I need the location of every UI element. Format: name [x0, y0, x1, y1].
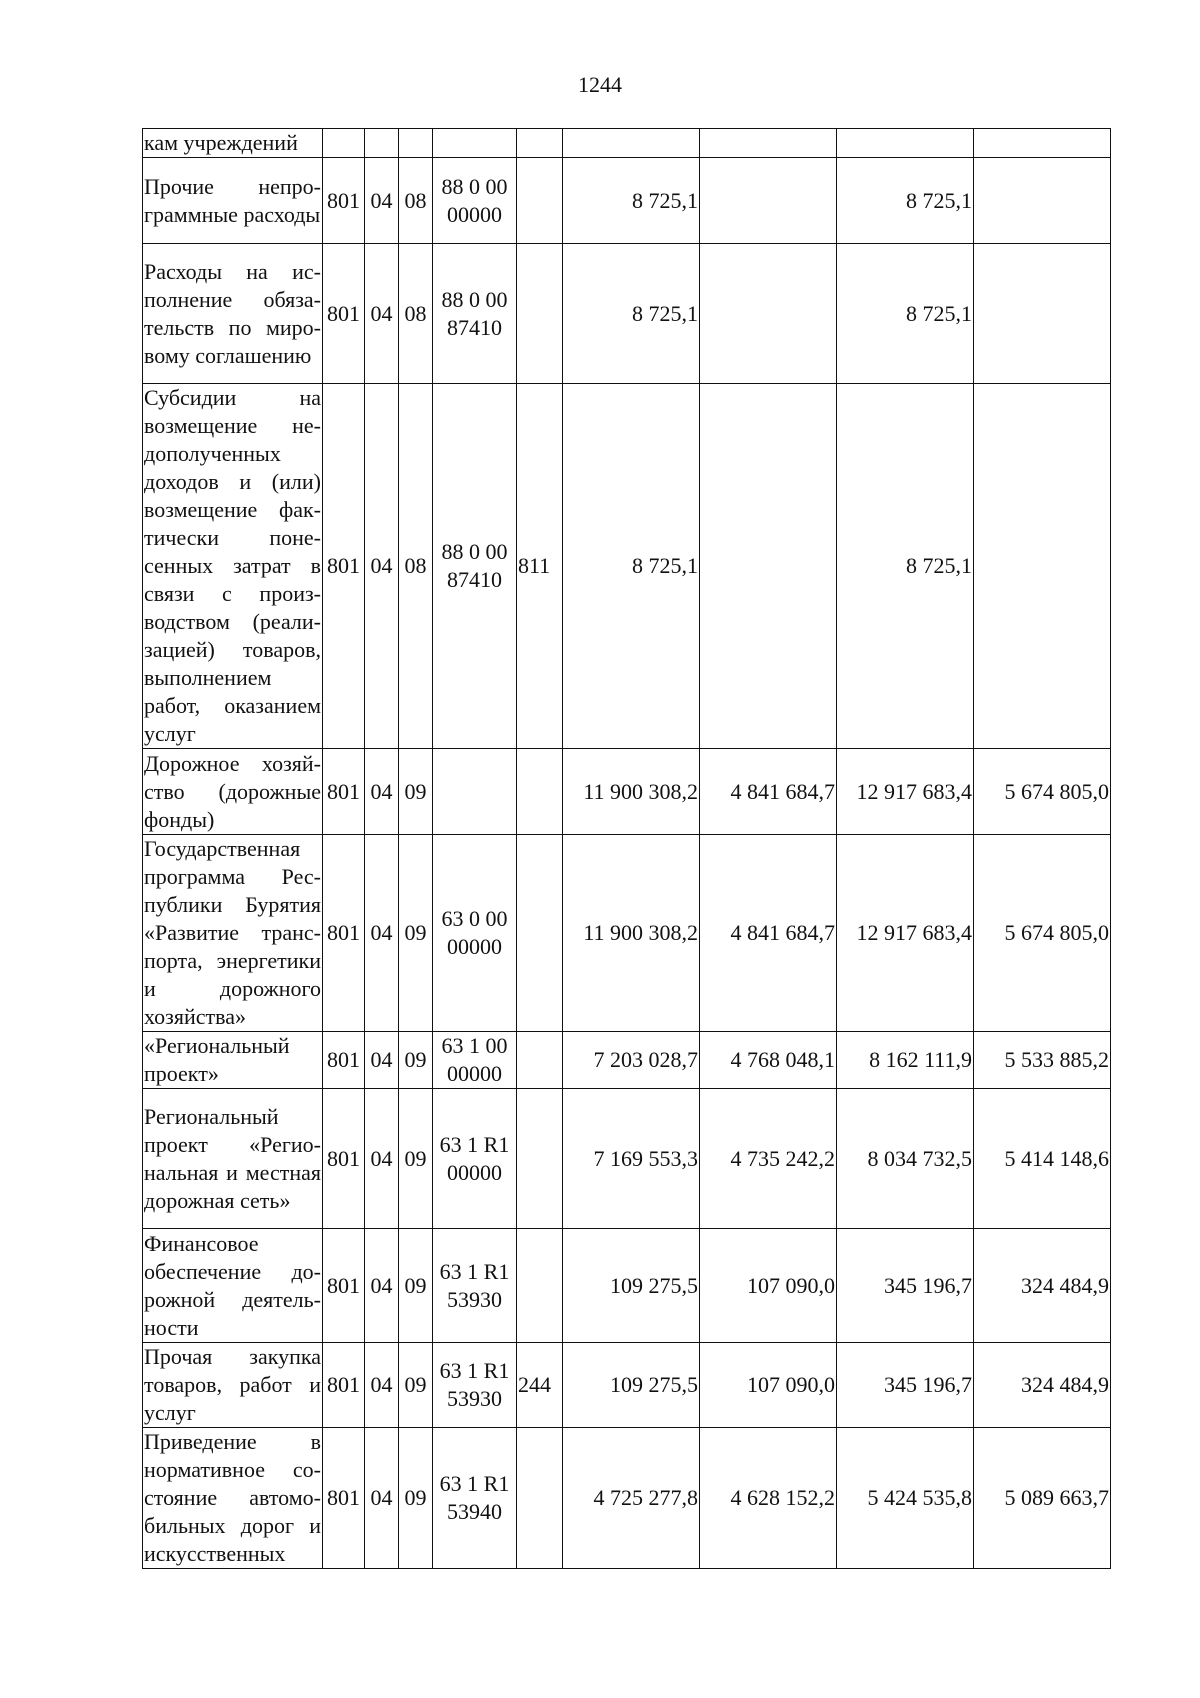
name-cell: Приведение в нормативное состояние автомобильных дорог и искусственных — [143, 1428, 323, 1569]
section-code-cell: 04 — [365, 1428, 399, 1569]
expense-type-cell — [517, 835, 563, 1032]
subsection-code-cell: 09 — [399, 749, 433, 835]
target-article-cell — [433, 749, 517, 835]
amount-2-cell — [700, 158, 837, 244]
ministry-code-cell: 801 — [323, 835, 365, 1032]
amount-3-cell: 5 424 535,8 — [837, 1428, 974, 1569]
amount-4-cell: 324 484,9 — [974, 1229, 1111, 1343]
ministry-code-cell: 801 — [323, 244, 365, 384]
section-code-cell: 04 — [365, 835, 399, 1032]
name-cell: Дорожное хозяйство (дорожные фонды) — [143, 749, 323, 835]
expense-type-cell — [517, 129, 563, 158]
target-article-line: 88 0 00 — [441, 539, 508, 564]
amount-4-cell: 324 484,9 — [974, 1343, 1111, 1428]
name-cell: Финансовое обеспечение дорожной деятельности — [143, 1229, 323, 1343]
name-cell: Субсидии на возмещение недополученных доходов и (или) возмещение фактически понесенных затрат в связи с производством (реализацией) товаров, выполнением работ, оказанием услуг — [143, 384, 323, 749]
ministry-code-cell — [323, 129, 365, 158]
section-code-cell: 04 — [365, 1089, 399, 1229]
target-article-line: 53930 — [447, 1286, 502, 1312]
target-article-line: 63 0 00 — [441, 906, 508, 931]
amount-3-cell: 345 196,7 — [837, 1343, 974, 1428]
amount-2-cell — [700, 244, 837, 384]
amount-2-cell: 107 090,0 — [700, 1343, 837, 1428]
amount-3-cell: 8 725,1 — [837, 158, 974, 244]
section-code-cell: 04 — [365, 1343, 399, 1428]
target-article-cell — [433, 158, 517, 244]
target-article-cell — [433, 129, 517, 158]
target-article-cell — [433, 1343, 517, 1428]
amount-1-cell: 4 725 277,8 — [563, 1428, 700, 1569]
expense-type-cell — [517, 1032, 563, 1089]
amount-4-cell: 5 674 805,0 — [974, 749, 1111, 835]
amount-1-cell: 7 203 028,7 — [563, 1032, 700, 1089]
target-article-line: 00000 — [447, 1061, 502, 1086]
amount-2-cell — [700, 129, 837, 158]
table-row — [143, 1032, 1111, 1089]
amount-1-cell: 8 725,1 — [563, 158, 700, 244]
target-article-line: 87410 — [447, 314, 502, 340]
amount-1-cell: 109 275,5 — [563, 1343, 700, 1428]
target-article-line: 00000 — [447, 201, 502, 227]
subsection-code-cell — [399, 129, 433, 158]
amount-4-cell: 5 674 805,0 — [974, 835, 1111, 1032]
amount-2-cell: 107 090,0 — [700, 1229, 837, 1343]
target-article-cell — [433, 244, 517, 384]
ministry-code-cell: 801 — [323, 158, 365, 244]
page-number: 1244 — [578, 72, 622, 97]
amount-3-cell: 345 196,7 — [837, 1229, 974, 1343]
amount-3-cell: 12 917 683,4 — [837, 835, 974, 1032]
target-article-cell — [433, 835, 517, 1032]
target-article-line: 63 1 R1 — [439, 1358, 510, 1383]
amount-2-cell — [700, 384, 837, 749]
amount-3-cell — [837, 129, 974, 158]
table-row — [143, 1343, 1111, 1428]
target-article-line: 53930 — [447, 1386, 502, 1411]
amount-1-cell: 11 900 308,2 — [563, 749, 700, 835]
ministry-code-cell: 801 — [323, 384, 365, 749]
target-article-line: 63 1 00 — [441, 1033, 508, 1058]
subsection-code-cell: 09 — [399, 835, 433, 1032]
ministry-code-cell: 801 — [323, 749, 365, 835]
section-code-cell: 04 — [365, 158, 399, 244]
target-article-cell — [433, 1428, 517, 1569]
subsection-code-cell: 09 — [399, 1229, 433, 1343]
expense-type-cell — [517, 1428, 563, 1569]
target-article-line: 88 0 00 — [441, 286, 508, 312]
table-row — [143, 384, 1111, 749]
ministry-code-cell: 801 — [323, 1343, 365, 1428]
amount-1-cell: 8 725,1 — [563, 384, 700, 749]
name-cell: Прочая закупка товаров, работ и услуг — [143, 1343, 323, 1428]
expense-type-cell — [517, 158, 563, 244]
amount-2-cell: 4 628 152,2 — [700, 1428, 837, 1569]
amount-3-cell: 8 162 111,9 — [837, 1032, 974, 1089]
subsection-code-cell: 09 — [399, 1428, 433, 1569]
target-article-line: 63 1 R1 — [439, 1131, 510, 1157]
name-cell: Прочие непрограммные расходы — [143, 158, 323, 244]
table-row — [143, 749, 1111, 835]
amount-2-cell: 4 735 242,2 — [700, 1089, 837, 1229]
table-row — [143, 835, 1111, 1032]
amount-1-cell — [563, 129, 700, 158]
amount-2-cell: 4 768 048,1 — [700, 1032, 837, 1089]
expense-type-cell — [517, 749, 563, 835]
amount-4-cell — [974, 158, 1111, 244]
amount-1-cell: 109 275,5 — [563, 1229, 700, 1343]
ministry-code-cell: 801 — [323, 1032, 365, 1089]
name-cell: Расходы на исполнение обязательств по мировому соглашению — [143, 244, 323, 384]
amount-3-cell: 12 917 683,4 — [837, 749, 974, 835]
subsection-code-cell: 08 — [399, 158, 433, 244]
name-cell: кам учреждений — [143, 129, 323, 158]
expense-type-cell — [517, 244, 563, 384]
name-cell: «Региональный проект» — [143, 1032, 323, 1089]
table-row — [143, 1428, 1111, 1569]
amount-2-cell: 4 841 684,7 — [700, 749, 837, 835]
amount-4-cell: 5 089 663,7 — [974, 1428, 1111, 1569]
expense-type-cell: 811 — [517, 384, 563, 749]
section-code-cell — [365, 129, 399, 158]
name-cell: Региональный проект «Региональная и местная дорожная сеть» — [143, 1089, 323, 1229]
amount-3-cell: 8 725,1 — [837, 244, 974, 384]
ministry-code-cell: 801 — [323, 1089, 365, 1229]
budget-table — [142, 128, 1111, 1569]
target-article-line: 00000 — [447, 934, 502, 959]
table-row — [143, 1089, 1111, 1229]
amount-1-cell: 8 725,1 — [563, 244, 700, 384]
amount-4-cell: 5 414 148,6 — [974, 1089, 1111, 1229]
ministry-code-cell: 801 — [323, 1428, 365, 1569]
amount-4-cell — [974, 384, 1111, 749]
amount-4-cell — [974, 129, 1111, 158]
name-cell: Государственная программа Республики Бурятия «Развитие транспорта, энергетики и дорожного хозяйства» — [143, 835, 323, 1032]
amount-1-cell: 7 169 553,3 — [563, 1089, 700, 1229]
subsection-code-cell: 09 — [399, 1032, 433, 1089]
section-code-cell: 04 — [365, 244, 399, 384]
expense-type-cell — [517, 1229, 563, 1343]
target-article-line: 53940 — [447, 1499, 502, 1524]
section-code-cell: 04 — [365, 749, 399, 835]
subsection-code-cell: 08 — [399, 384, 433, 749]
amount-2-cell: 4 841 684,7 — [700, 835, 837, 1032]
expense-type-cell: 244 — [517, 1343, 563, 1428]
target-article-cell — [433, 1089, 517, 1229]
target-article-line: 63 1 R1 — [439, 1258, 510, 1284]
expense-type-cell — [517, 1089, 563, 1229]
table-row — [143, 1229, 1111, 1343]
target-article-line: 87410 — [447, 567, 502, 592]
amount-3-cell: 8 725,1 — [837, 384, 974, 749]
target-article-line: 88 0 00 — [441, 173, 508, 199]
target-article-cell — [433, 1032, 517, 1089]
amount-4-cell: 5 533 885,2 — [974, 1032, 1111, 1089]
section-code-cell: 04 — [365, 1229, 399, 1343]
table-row — [143, 129, 1111, 158]
budget-table-body — [143, 129, 1111, 1569]
target-article-cell — [433, 384, 517, 749]
subsection-code-cell: 09 — [399, 1343, 433, 1428]
section-code-cell: 04 — [365, 1032, 399, 1089]
subsection-code-cell: 08 — [399, 244, 433, 384]
target-article-cell — [433, 1229, 517, 1343]
amount-4-cell — [974, 244, 1111, 384]
target-article-line: 63 1 R1 — [439, 1471, 510, 1496]
target-article-line: 00000 — [447, 1159, 502, 1185]
subsection-code-cell: 09 — [399, 1089, 433, 1229]
amount-3-cell: 8 034 732,5 — [837, 1089, 974, 1229]
ministry-code-cell: 801 — [323, 1229, 365, 1343]
section-code-cell: 04 — [365, 384, 399, 749]
table-row — [143, 158, 1111, 244]
table-row — [143, 244, 1111, 384]
amount-1-cell: 11 900 308,2 — [563, 835, 700, 1032]
